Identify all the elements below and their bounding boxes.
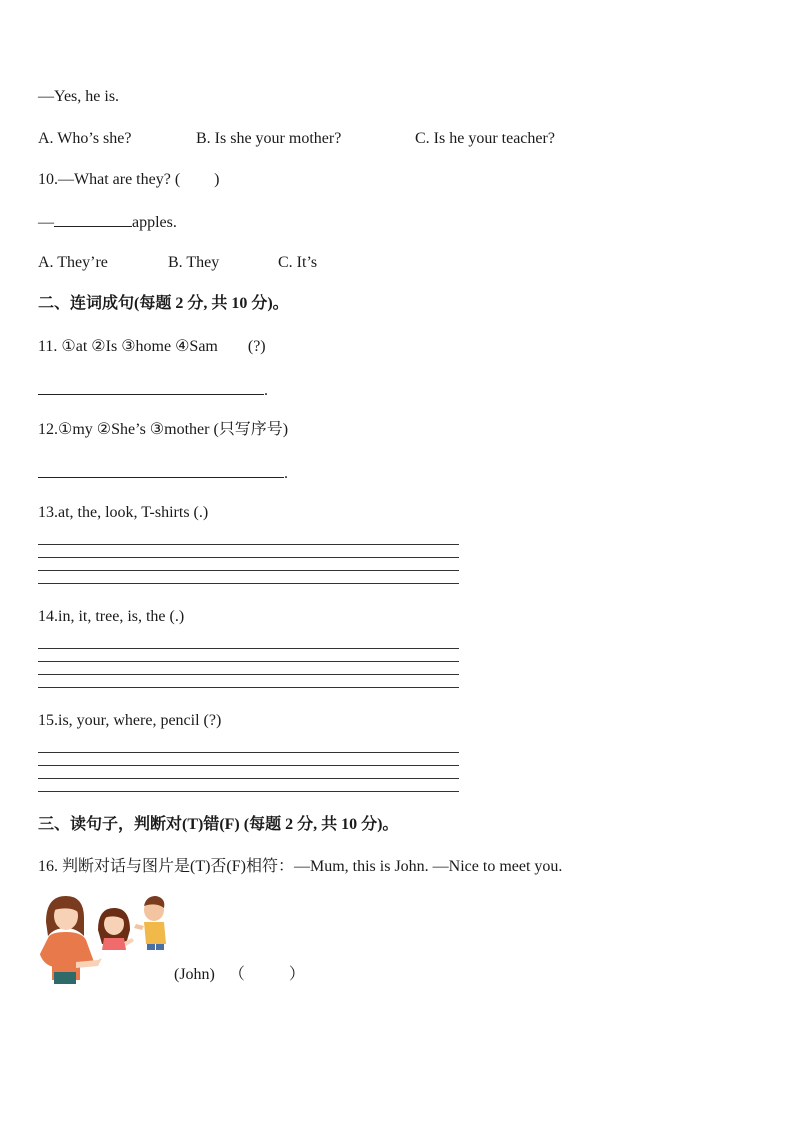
section-2-title: 二、连词成句(每题 2 分, 共 10 分)。 bbox=[38, 295, 289, 312]
q10-answer-blank[interactable] bbox=[54, 212, 132, 227]
q16-answer-row bbox=[174, 965, 305, 985]
q11-text: 11. ①at ②Is ③home ④Sam bbox=[38, 338, 218, 355]
q12-answer-line bbox=[38, 463, 288, 484]
q9-option-a[interactable]: A. Who’s she? bbox=[38, 130, 132, 147]
q16-prompt: 16. 判断对话与图片是(T)否(F)相符：—Mum, this is John. —Nice to meet you. bbox=[38, 858, 563, 875]
q14-prompt: 14.in, it, tree, is, the (.) bbox=[38, 608, 185, 625]
q14-writing-line-2[interactable] bbox=[38, 661, 459, 662]
q10-question bbox=[38, 170, 219, 190]
q14-writing-line-1[interactable] bbox=[38, 648, 459, 649]
q10-answer-prefix: — bbox=[38, 214, 54, 231]
q16-paren-close: ） bbox=[288, 966, 305, 983]
q13-writing-line-4[interactable] bbox=[38, 583, 459, 584]
q16-caption: (John) bbox=[174, 966, 215, 983]
q11-end: . bbox=[264, 382, 268, 399]
q15-writing-line-3[interactable] bbox=[38, 778, 459, 779]
q10-answer-suffix: apples. bbox=[132, 214, 177, 231]
q15-prompt: 15.is, your, where, pencil (?) bbox=[38, 712, 222, 729]
q11-answer-blank[interactable] bbox=[38, 380, 264, 395]
q10-option-c[interactable]: C. It’s bbox=[278, 254, 318, 271]
q13-writing-line-2[interactable] bbox=[38, 557, 459, 558]
q9-option-b[interactable]: B. Is she your mother? bbox=[196, 130, 342, 147]
q11-prompt bbox=[38, 337, 266, 357]
q9-answer-line: —Yes, he is. bbox=[38, 88, 120, 105]
q14-writing-line-4[interactable] bbox=[38, 687, 459, 688]
q12-prompt: 12.①my ②She’s ③mother (只写序号) bbox=[38, 421, 289, 438]
q10-answer bbox=[38, 212, 177, 233]
q13-writing-line-3[interactable] bbox=[38, 570, 459, 571]
section-3-title: 三、读句子，判断对(T)错(F) (每题 2 分, 共 10 分)。 bbox=[38, 816, 399, 833]
q10-option-a[interactable]: A. They’re bbox=[38, 254, 108, 271]
q12-end: . bbox=[284, 465, 288, 482]
q16-paren-open: （ bbox=[228, 966, 245, 983]
family-illustration-icon bbox=[36, 888, 176, 984]
q12-answer-blank[interactable] bbox=[38, 463, 284, 478]
q10-option-b[interactable]: B. They bbox=[168, 254, 220, 271]
q14-writing-line-3[interactable] bbox=[38, 674, 459, 675]
q15-writing-line-1[interactable] bbox=[38, 752, 459, 753]
q13-writing-line-1[interactable] bbox=[38, 544, 459, 545]
q10-question-close: ) bbox=[214, 171, 220, 188]
q15-writing-line-4[interactable] bbox=[38, 791, 459, 792]
q10-options bbox=[38, 253, 317, 273]
q11-answer-line bbox=[38, 380, 268, 401]
q9-options bbox=[38, 129, 555, 149]
q15-writing-line-2[interactable] bbox=[38, 765, 459, 766]
q11-punct: (?) bbox=[247, 338, 266, 355]
q10-question-text: 10.—What are they? ( bbox=[38, 171, 181, 188]
q9-option-c[interactable]: C. Is he your teacher? bbox=[415, 130, 555, 147]
q13-prompt: 13.at, the, look, T-shirts (.) bbox=[38, 504, 209, 521]
